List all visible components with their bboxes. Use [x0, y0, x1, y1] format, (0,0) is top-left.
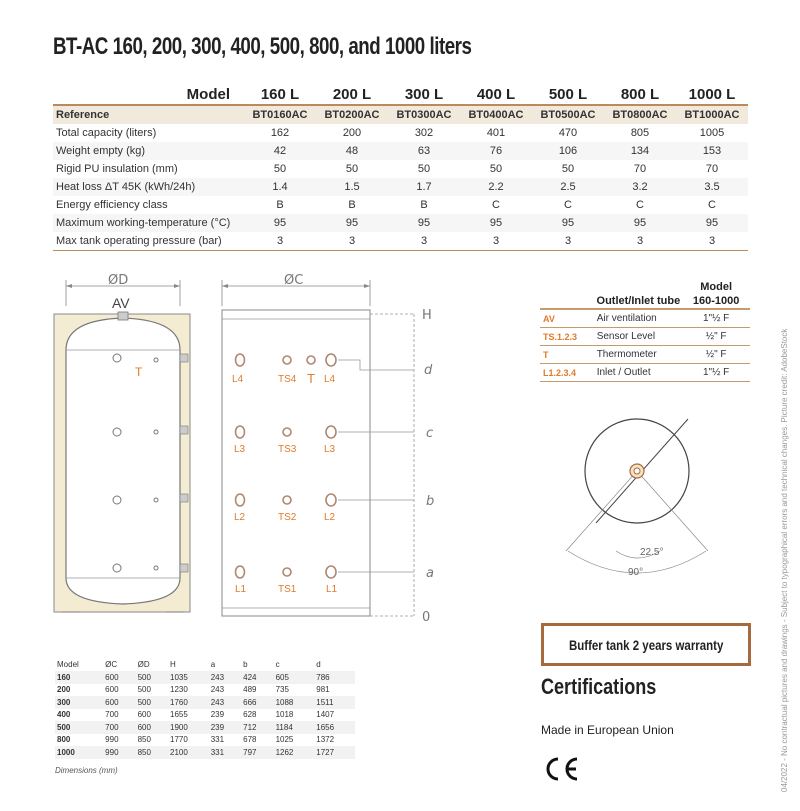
dims-cell: 850	[137, 735, 151, 745]
dims-cell: 500	[55, 721, 103, 734]
dims-cell: 200	[57, 685, 71, 695]
spec-cell: 70	[705, 163, 719, 175]
dims-cell: 990	[105, 735, 119, 745]
spec-model-col: 200 L	[332, 86, 372, 103]
outlet-tube-header: Outlet/Inlet tube	[540, 294, 682, 309]
spec-cell: 2.2	[460, 178, 532, 196]
spec-cell: 3	[460, 232, 532, 251]
spec-row-label: Weight empty (kg)	[53, 142, 244, 160]
dims-cell: 797	[241, 746, 273, 759]
outlet-code: T	[540, 346, 594, 364]
spec-cell: 1005	[699, 127, 725, 139]
spec-cell: 1.7	[388, 178, 460, 196]
spec-cell: C	[492, 199, 500, 211]
outlet-val: 1"½ F	[682, 364, 750, 382]
made-in-label: Made in European Union	[541, 723, 674, 737]
dims-cell: 500	[136, 696, 168, 709]
spec-cell: B	[276, 199, 284, 211]
dims-row	[55, 721, 355, 734]
oc-label: ØC	[284, 273, 304, 288]
port-ts1: TS1	[278, 584, 297, 595]
tank-drawing	[40, 262, 450, 622]
spec-model-col: 160 L	[260, 86, 300, 103]
dims-cell: 1727	[314, 746, 355, 759]
spec-cell: 95	[316, 214, 388, 232]
spec-cell: 470	[558, 127, 578, 139]
spec-row	[53, 178, 748, 196]
dims-cell: 489	[243, 685, 257, 695]
outlet-desc: Thermometer	[594, 346, 683, 364]
dims-header-cell: b	[243, 659, 248, 669]
dims-cell: 1372	[316, 735, 335, 745]
dims-cell: 1407	[316, 710, 335, 720]
angle-22-5: 22.5°	[640, 547, 664, 558]
dims-cell: 243	[209, 696, 241, 709]
port-l3-right: L3	[324, 444, 336, 455]
spec-row-label: Reference	[53, 105, 244, 124]
spec-cell: 95	[388, 214, 460, 232]
spec-row	[53, 105, 748, 124]
dims-cell: 700	[105, 710, 119, 720]
dims-cell: 1770	[170, 735, 188, 745]
spec-cell: BT0400AC	[460, 105, 532, 124]
outlet-desc: Sensor Level	[594, 328, 683, 346]
spec-cell: BT0500AC	[532, 105, 604, 124]
spec-body	[53, 105, 748, 251]
spec-cell: 42	[244, 142, 316, 160]
spec-row	[53, 124, 748, 142]
dims-cell: 1088	[274, 696, 315, 709]
dims-cell: 424	[241, 671, 273, 684]
port-l3-left: L3	[234, 444, 246, 455]
spec-cell: 162	[270, 127, 290, 139]
dims-cell: 600	[105, 685, 119, 695]
dims-cell: 850	[136, 746, 168, 759]
dims-cell: 400	[57, 710, 71, 720]
spec-row	[53, 160, 748, 178]
spec-cell: BT0200AC	[316, 105, 388, 124]
spec-cell: 3	[388, 232, 460, 251]
dims-cell: 628	[243, 710, 257, 720]
spec-row	[53, 142, 748, 160]
dims-cell: 1018	[275, 710, 294, 720]
spec-cell: 805	[630, 127, 650, 139]
dims-row	[55, 734, 355, 747]
dims-header-cell: a	[210, 659, 216, 669]
spec-model-col: 800 L	[620, 86, 660, 103]
dims-header-row	[55, 657, 355, 671]
spec-cell: 2.5	[532, 178, 604, 196]
dims-row	[55, 746, 355, 759]
port-l4-right: L4	[324, 374, 336, 385]
warranty-box	[541, 623, 751, 666]
spec-row-label: Heat loss ΔT 45K (kWh/24h)	[53, 178, 244, 196]
level-b: b	[426, 494, 435, 509]
spec-model-col: 300 L	[404, 86, 444, 103]
dims-cell: 331	[210, 735, 225, 745]
spec-cell: 70	[633, 163, 647, 175]
dims-cell: 678	[243, 735, 257, 745]
dims-row	[55, 709, 355, 722]
dims-cell: 1656	[314, 721, 355, 734]
spec-cell: 401	[486, 127, 506, 139]
dims-header-cell: ØC	[105, 659, 118, 669]
spec-cell: 3	[532, 232, 604, 251]
dims-cell: 500	[136, 671, 168, 684]
dimensions-note: Dimensions (mm)	[55, 766, 118, 775]
spec-cell: 153	[676, 142, 748, 160]
outlet-row	[540, 364, 750, 382]
spec-cell: 134	[604, 142, 676, 160]
outlet-desc: Inlet / Outlet	[594, 364, 683, 382]
spec-cell: 95	[604, 214, 676, 232]
outlet-table	[540, 280, 750, 382]
spec-cell: 50	[561, 163, 575, 175]
port-l1-right: L1	[326, 584, 338, 595]
dims-header-cell: c	[275, 659, 280, 669]
port-ts3: TS3	[278, 444, 297, 455]
dims-cell: 1511	[314, 696, 355, 709]
dims-header-cell: Model	[57, 659, 79, 669]
dims-cell: 331	[209, 746, 241, 759]
spec-cell: 95	[532, 214, 604, 232]
dims-cell: 666	[241, 696, 273, 709]
port-l1-left: L1	[235, 584, 247, 595]
outlet-val: 1"½ F	[682, 309, 750, 328]
dims-cell: 600	[103, 696, 135, 709]
dims-cell: 1900	[168, 721, 209, 734]
port-t: T	[307, 371, 315, 386]
dims-cell: 160	[55, 671, 103, 684]
spec-row-label: Rigid PU insulation (mm)	[56, 163, 178, 175]
dims-cell: 500	[137, 685, 151, 695]
spec-table	[53, 84, 748, 251]
spec-cell: 50	[417, 163, 431, 175]
spec-model-label: Model	[186, 86, 230, 103]
outlet-val: ½" F	[682, 328, 750, 346]
spec-row	[53, 196, 748, 214]
spec-cell: 3	[676, 232, 748, 251]
dims-row	[55, 671, 355, 684]
port-l2-right: L2	[324, 512, 336, 523]
spec-cell: C	[636, 199, 644, 211]
dims-cell: 800	[57, 735, 71, 745]
spec-model-col: 1000 L	[688, 86, 736, 103]
spec-cell: C	[564, 199, 572, 211]
dims-cell: 605	[274, 671, 315, 684]
outlet-row	[540, 346, 750, 364]
level-a: a	[426, 566, 434, 581]
outlet-code: TS.1.2.3	[540, 328, 594, 346]
spec-row	[53, 232, 748, 251]
spec-row-label: Energy efficiency class	[56, 199, 168, 211]
dims-cell: 1000	[55, 746, 103, 759]
outlet-code: L1.2.3.4	[540, 364, 594, 382]
dims-cell: 1655	[170, 710, 188, 720]
dims-cell: 1760	[168, 696, 209, 709]
spec-cell: 95	[460, 214, 532, 232]
spec-row-label: Max tank operating pressure (bar)	[53, 232, 244, 251]
dims-cell: 239	[209, 721, 241, 734]
page-title: BT-AC 160, 200, 300, 400, 500, 800, and 1000 liters	[53, 33, 472, 60]
dims-header-cell: d	[316, 659, 321, 669]
outlet-range-header: 160-1000	[682, 294, 750, 309]
level-d: d	[424, 363, 433, 378]
spec-cell: 95	[676, 214, 748, 232]
warranty-text: Buffer tank 2 years warranty	[568, 636, 724, 653]
spec-row-label: Maximum working-temperature (°C)	[53, 214, 244, 232]
spec-cell: B	[348, 199, 356, 211]
left-tank-section	[54, 280, 190, 612]
outlet-row	[540, 328, 750, 346]
spec-cell: 3	[316, 232, 388, 251]
spec-cell: 50	[345, 163, 359, 175]
spec-cell: 76	[460, 142, 532, 160]
dims-cell: 990	[103, 746, 135, 759]
spec-header-row	[53, 84, 748, 105]
level-c: c	[426, 426, 434, 441]
spec-model-col: 500 L	[548, 86, 588, 103]
spec-cell: 63	[388, 142, 460, 160]
spec-cell: 3	[604, 232, 676, 251]
spec-cell: 50	[273, 163, 287, 175]
dims-cell: 1230	[170, 685, 188, 695]
dims-cell: 735	[275, 685, 289, 695]
spec-cell: 200	[342, 127, 362, 139]
dims-cell: 1025	[275, 735, 294, 745]
dims-cell: 600	[103, 671, 135, 684]
dims-cell: 243	[210, 685, 225, 695]
dims-cell: 600	[136, 721, 168, 734]
dims-row	[55, 684, 355, 697]
dims-cell: 239	[210, 710, 225, 720]
angle-90: 90°	[628, 567, 644, 578]
spec-cell: BT1000AC	[676, 105, 748, 124]
outlet-code: AV	[540, 309, 594, 328]
spec-cell: 3	[244, 232, 316, 251]
dims-cell: 243	[209, 671, 241, 684]
spec-cell: 3.5	[676, 178, 748, 196]
dims-cell: 786	[314, 671, 355, 684]
port-ts2: TS2	[278, 512, 297, 523]
t-label: T	[135, 365, 143, 379]
level-h: H	[422, 308, 432, 323]
top-view-diagram	[548, 405, 748, 585]
spec-row	[53, 214, 748, 232]
ce-mark-icon	[541, 756, 581, 782]
spec-cell: 1.5	[316, 178, 388, 196]
spec-cell: 1.4	[244, 178, 316, 196]
certifications-heading: Certifications	[541, 674, 657, 699]
spec-row-label: Total capacity (liters)	[56, 127, 157, 139]
dims-cell: 981	[316, 685, 330, 695]
spec-cell: BT0300AC	[388, 105, 460, 124]
dims-cell: 1262	[274, 746, 315, 759]
spec-cell: 3.2	[604, 178, 676, 196]
spec-cell: BT0800AC	[604, 105, 676, 124]
level-0: 0	[422, 610, 431, 622]
side-disclaimer: 04/2022 - No contractual pictures and drawings - Subject to typographical errors and technical changes. Picture credit: AdobeStock	[780, 328, 789, 792]
dims-cell: 2100	[168, 746, 209, 759]
right-tank-front	[222, 280, 414, 616]
spec-cell: 48	[316, 142, 388, 160]
dims-cell: 700	[103, 721, 135, 734]
outlet-row	[540, 309, 750, 328]
spec-cell: C	[708, 199, 716, 211]
spec-cell: 95	[244, 214, 316, 232]
dimensions-table	[55, 657, 355, 759]
outlet-desc: Air ventilation	[594, 309, 683, 328]
dims-body	[55, 671, 355, 759]
dims-cell: 712	[241, 721, 273, 734]
port-l2-left: L2	[234, 512, 246, 523]
dims-cell: 300	[55, 696, 103, 709]
dims-cell: 1184	[274, 721, 315, 734]
spec-cell: 106	[532, 142, 604, 160]
spec-cell: BT0160AC	[244, 105, 316, 124]
outlet-model-header: Model	[700, 281, 733, 293]
spec-cell: B	[420, 199, 428, 211]
spec-cell: 302	[414, 127, 434, 139]
dims-header-cell: ØD	[137, 659, 150, 669]
spec-cell: 50	[489, 163, 503, 175]
spec-model-col: 400 L	[476, 86, 516, 103]
av-label: AV	[112, 295, 130, 311]
port-ts4: TS4	[278, 374, 297, 385]
dims-row	[55, 696, 355, 709]
dims-header-cell: H	[170, 659, 176, 669]
outlet-body	[540, 309, 750, 382]
dims-cell: 1035	[168, 671, 209, 684]
dims-cell: 600	[137, 710, 151, 720]
outlet-val: ½" F	[682, 346, 750, 364]
od-label: ØD	[108, 273, 129, 288]
port-l4-left: L4	[232, 374, 244, 385]
